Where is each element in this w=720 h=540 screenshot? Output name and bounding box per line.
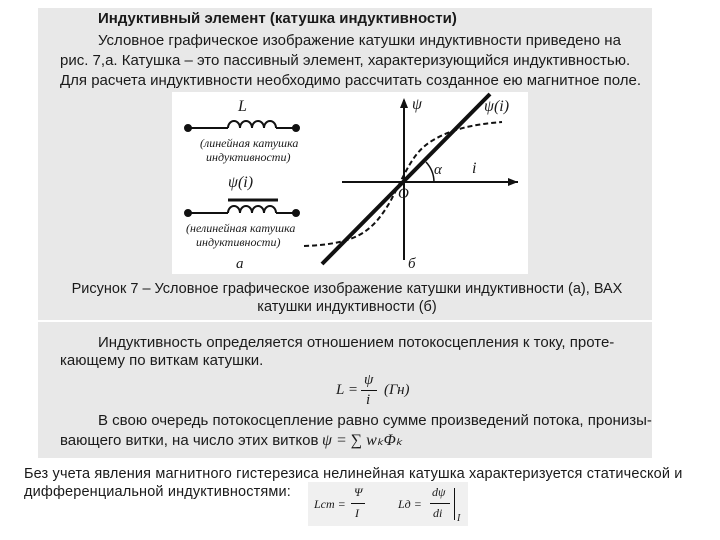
nonlinear-symbol-label: ψ(i) bbox=[228, 174, 254, 191]
nonlinear-inductor-symbol bbox=[185, 200, 299, 216]
bottom-line-1: Без учета явления магнитного гистерезиса нелинейная катушка характеризуется статической и bbox=[24, 466, 683, 482]
formula-inductance: L = ψ i (Гн) bbox=[336, 372, 410, 408]
axis-i-label: i bbox=[472, 160, 477, 177]
angle-label: α bbox=[434, 162, 442, 178]
body-para2-line-2: вающего витки, на число этих витков bbox=[60, 432, 319, 449]
body-para1-line-2: кающему по виткам катушки. bbox=[60, 352, 264, 369]
linear-symbol-label: L bbox=[238, 98, 247, 115]
figure-label-a: а bbox=[236, 256, 244, 272]
linear-caption-1: (линейная катушка bbox=[200, 136, 299, 150]
formula-flux-linkage: ψ = ∑ wₖΦₖ bbox=[322, 432, 403, 449]
body-para2-line-1: В свою очередь потокосцепление равно сумме произведений потока, пронизы- bbox=[98, 412, 652, 429]
axis-psi-label: ψ bbox=[412, 96, 422, 113]
linear-characteristic bbox=[322, 94, 490, 264]
intro-line-1: Условное графическое изображение катушки индуктивности приведено на bbox=[98, 32, 621, 49]
origin-label: O bbox=[398, 186, 409, 202]
angle-arc bbox=[426, 162, 434, 182]
linear-caption-2: индуктивности) bbox=[206, 150, 291, 164]
bottom-line-2: дифференциальной индуктивностями: bbox=[24, 484, 291, 500]
body-para1-line-1: Индуктивность определяется отношением потокосцепления к току, проте- bbox=[98, 334, 615, 351]
figure-7 bbox=[172, 92, 528, 274]
figure-label-b: б bbox=[408, 256, 416, 272]
linear-inductor-symbol bbox=[185, 121, 299, 131]
curve-label: ψ(i) bbox=[484, 98, 510, 115]
intro-line-3: Для расчета индуктивности необходимо рассчитать созданное ею магнитное поле. bbox=[60, 72, 641, 89]
figure-caption-line-2: катушки индуктивности (б) bbox=[257, 299, 437, 315]
section-heading: Индуктивный элемент (катушка индуктивности) bbox=[98, 10, 457, 27]
nonlinear-caption-1: (нелинейная катушка bbox=[186, 221, 296, 235]
nonlinear-caption-2: индуктивности) bbox=[196, 235, 281, 249]
formula-static-differential: Lст = Ψ I Lд = dψ di I bbox=[308, 482, 468, 526]
intro-line-2: рис. 7,а. Катушка – это пассивный элемент, характеризующийся индуктивностью. bbox=[60, 52, 631, 69]
figure-caption-line-1: Рисунок 7 – Условное графическое изображение катушки индуктивности (а), ВАХ bbox=[71, 281, 623, 297]
